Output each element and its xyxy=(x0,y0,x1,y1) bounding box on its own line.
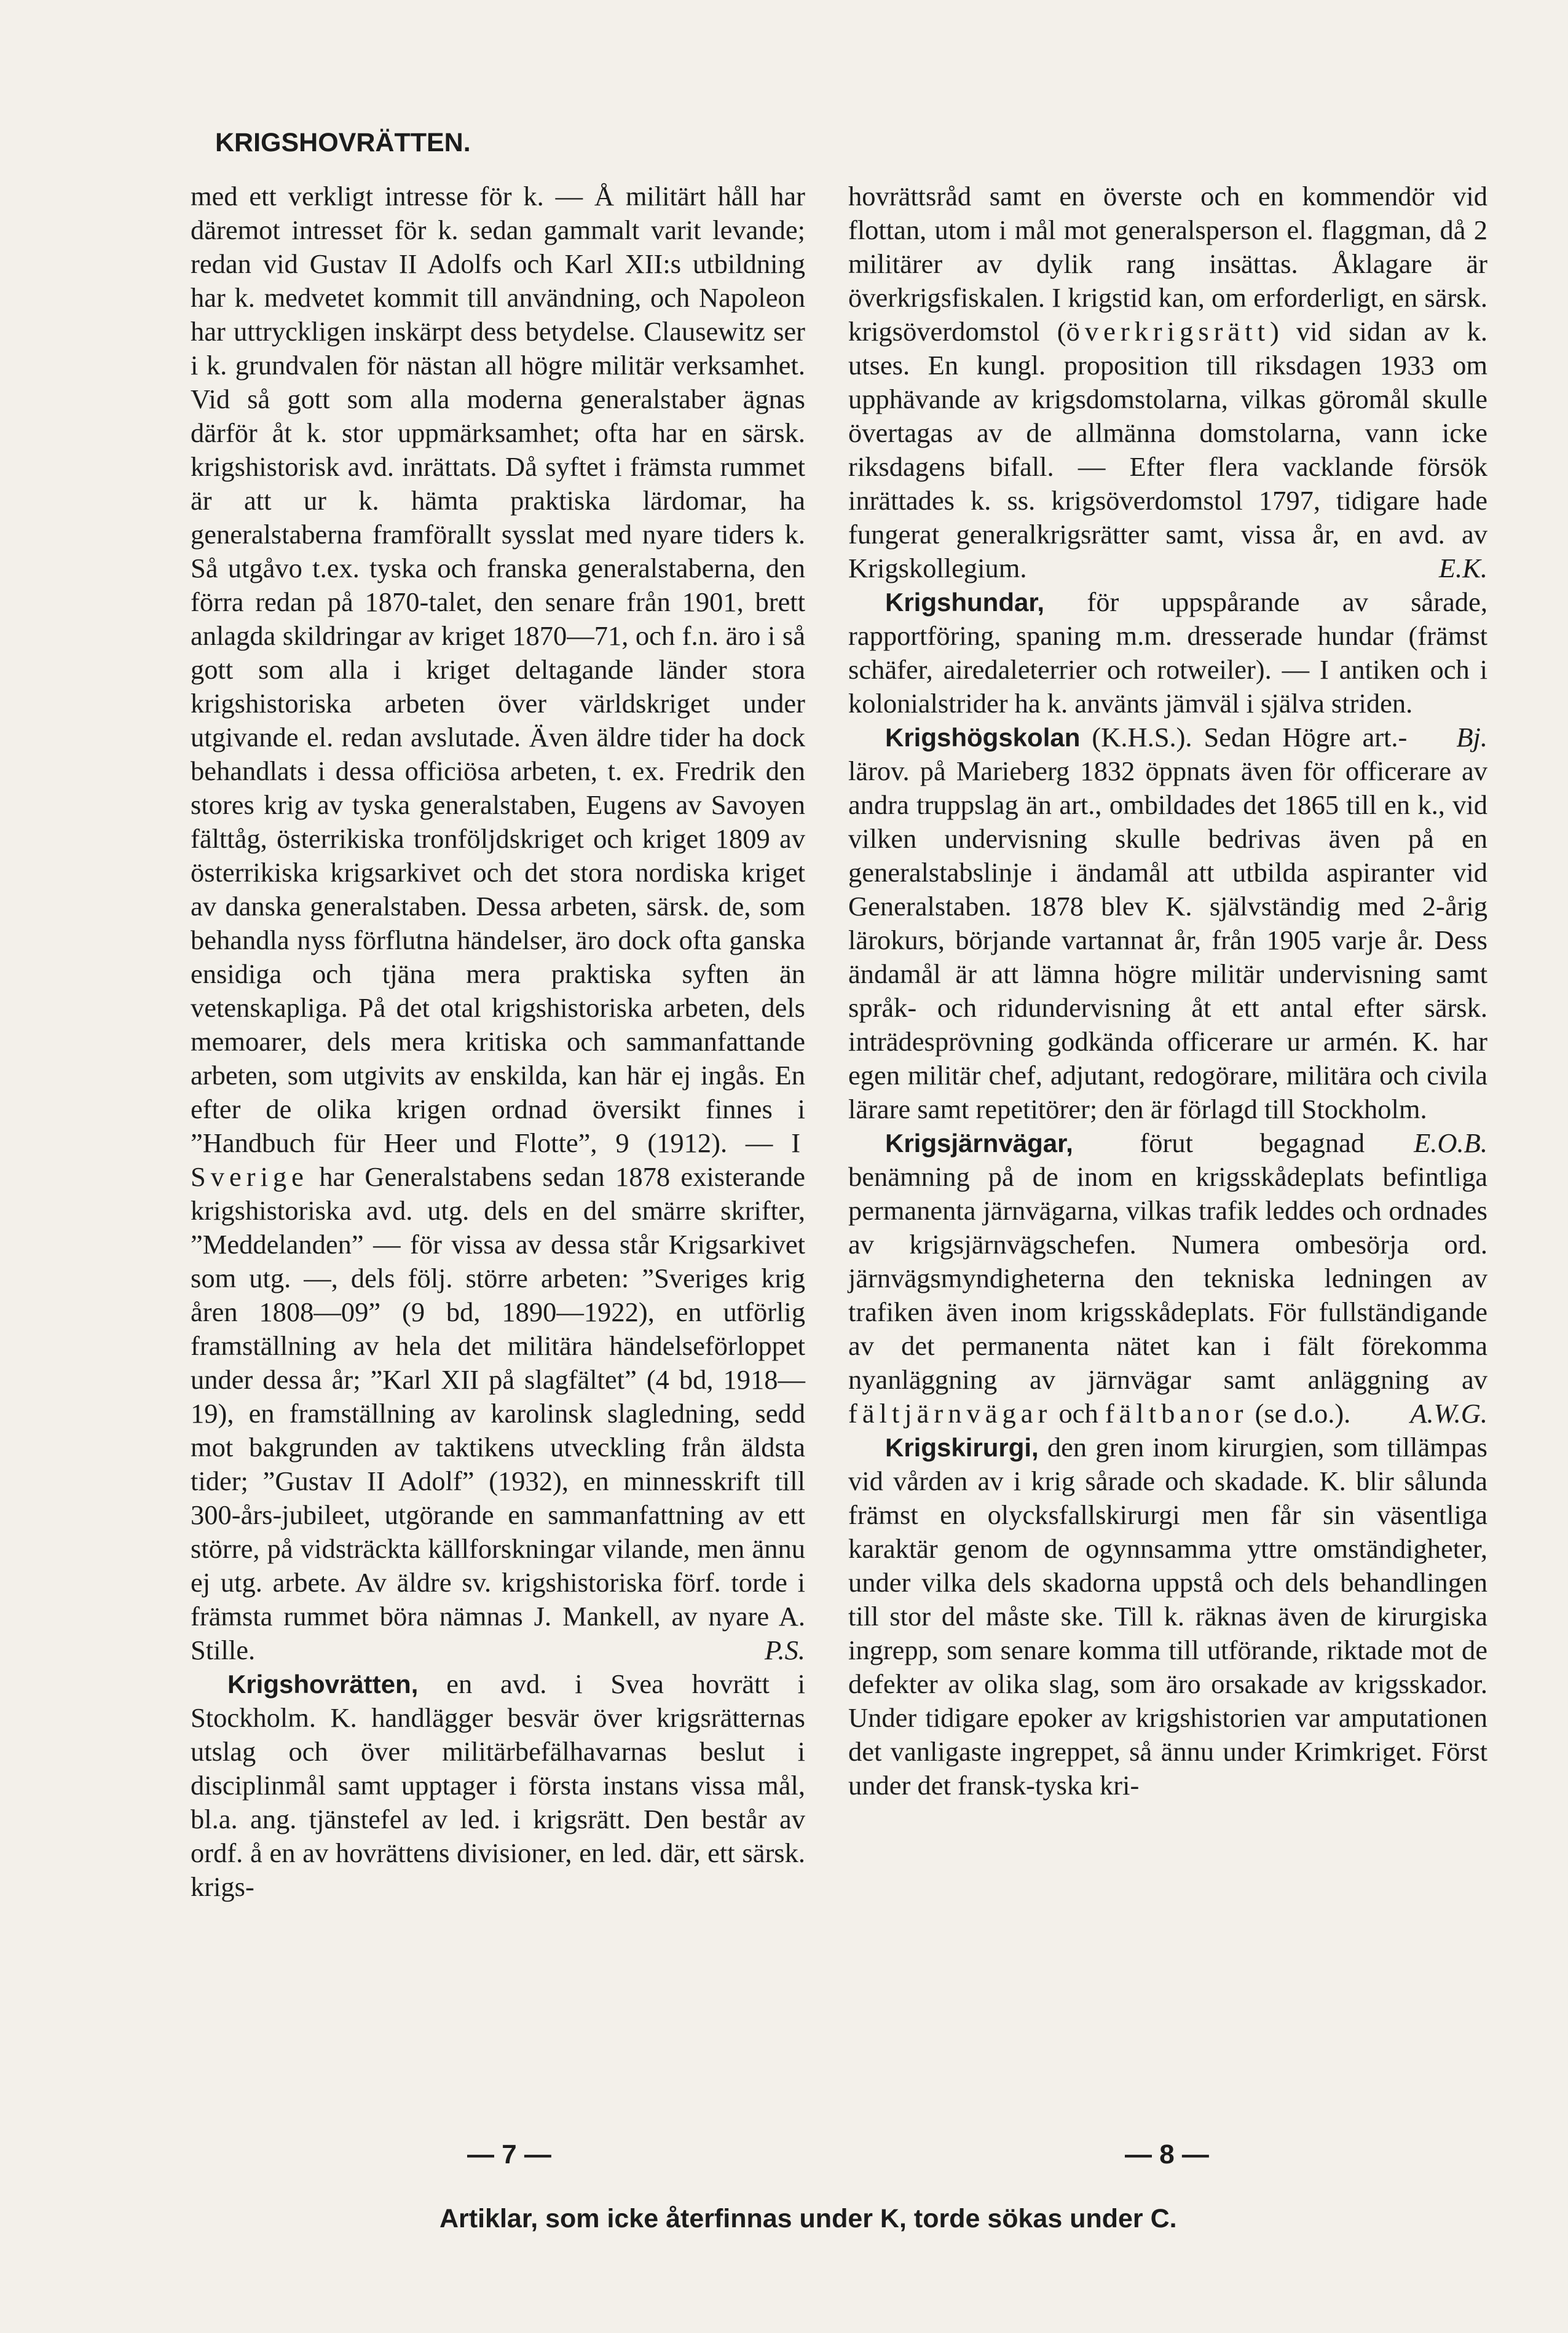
entry-headword: Krigshovrätten, xyxy=(227,1670,419,1699)
right-column xyxy=(848,180,1487,1802)
page-number-right: — 8 — xyxy=(1125,2139,1209,2169)
body-text: en avd. i Svea hovrätt i Stockholm. K. handlägger besvär över krigsrätternas utslag och över militärbefälhavarnas beslut i disciplinmål samt upptager i första instans vissa mål, bl.a. ang. tjänstefel av led. i krigsrätt. Den består av ordf. å en av hovrättens divisioner, en led. där, ett särsk. krigs- xyxy=(191,1668,805,1902)
body-text: (se d.o.). xyxy=(1255,1398,1351,1429)
author-signature: E.K. xyxy=(1438,553,1487,583)
body-text: förut begagnad benämning på de inom en krigsskådeplats befintliga permanenta järnvägarna, vilkas trafik leddes och ordnades av krigsjärnvägschefen. Numera ombesörja ord. järnvägsmyndigheterna den tekniska ledningen av trafiken även inom krigsskådeplats. För fullständigande av det permanenta nätet kan i fält förekomma nyanläggning av järnvägar samt anläggning av xyxy=(848,1127,1487,1395)
spaced-text: fältbanor xyxy=(1105,1398,1248,1429)
footer-note: Artiklar, som icke återfinnas under K, torde sökas under C. xyxy=(439,2204,1177,2233)
author-signature: Bj. xyxy=(1456,722,1487,752)
left-column xyxy=(191,180,805,1904)
body-text: hovrättsråd samt en överste och en kommendör vid flottan, utom i mål mot generalsperson el. flaggman, då 2 militärer av dylik rang insättas. Åklagare är överkrigsfiskalen. I krigstid kan, om erforderligt, en särsk. krigsöverdomstol ( xyxy=(848,181,1487,347)
entry-krigshovratten xyxy=(191,1667,805,1904)
body-text: för uppspårande av sårade, rapportföring, spaning m.m. dresserade hundar (främst schäfer, airedaleterrier och rotweiler). — I antiken och i kolonialstrider ha k. använts jämväl i själva striden. xyxy=(848,586,1488,719)
spaced-text: överkrigsrätt xyxy=(1066,316,1270,347)
page-number-left: — 7 — xyxy=(467,2139,551,2169)
entry-krigshistoria-continued xyxy=(191,180,805,1667)
entry-headword: Krigshundar, xyxy=(885,588,1045,617)
body-text: har Generalstabens sedan 1878 existerande krigshistoriska avd. utg. dels en del smärre skrifter, ”Meddelanden” — för vissa av dessa står Krigsarkivet som utg. —, dels följ. större arbeten: ”Sveriges krig åren 1808—09” (9 bd, 1890—1922), en utförlig framställning av hela det militära händelseförloppet under dessa år; ”Karl XII på slagfältet” (4 bd, 1918—19), en framställning av karolinsk slagledning, sedd mot bakgrunden av taktikens utveckling från äldsta tider; ”Gustav II Adolf” (1932), en minnesskrift till 300-års-jubileet, utgörande en sammanfattning av ett större, på vidsträckta källforskningar vilande, men ännu ej utg. arbete. Av äldre sv. krigshistoriska förf. torde i främsta rummet böra nämnas J. Mankell, av nyare A. Stille. xyxy=(191,1161,805,1665)
spaced-text: fältjärnvägar xyxy=(848,1398,1052,1429)
entry-krigsjarnvagar xyxy=(848,1126,1487,1431)
author-signature: P.S. xyxy=(765,1635,805,1665)
entry-headword: Krigskirurgi, xyxy=(885,1433,1039,1462)
author-signature: E.O.B. xyxy=(1414,1127,1487,1158)
entry-krigshovratten-continued xyxy=(848,180,1487,585)
running-head: KRIGSHOVRÄTTEN. xyxy=(215,128,471,157)
spaced-text: I Sverige xyxy=(191,1127,806,1192)
body-text: den gren inom kirurgien, som tillämpas vid vården av i krig sårade och skadade. K. blir sålunda främst en olycksfallskirurgi men får sin väsentliga karaktär genom de ogynnsamma yttre omständigheter, under vilka dels skadorna uppstå och dels behandlingen till stor del måste ske. Till k. räknas även de kirurgiska ingrepp, som senare komma till utförande, riktade mot de defekter av olika slag, som äro orsakade av krigsskador. Under tidigare epoker av krigshistorien var amputationen det vanligaste ingreppet, så ännu under Krimkriget. Först under det fransk-tyska kri- xyxy=(848,1432,1487,1801)
author-signature: A.W.G. xyxy=(1410,1398,1487,1429)
body-text: med ett verkligt intresse för k. — Å militärt håll har däremot intresset för k. sedan gammalt varit levande; redan vid Gustav II Adolfs och Karl XII:s utbildning har k. medvetet kommit till användning, och Napoleon har uttryckligen inskärpt dess betydelse. Clausewitz ser i k. grundvalen för nästan all högre militär verksamhet. Vid så gott som alla moderna generalstaber ägnas därför åt k. stor uppmärksamhet; ofta har en särsk. krigshistorisk avd. inrättats. Då syftet i främsta rummet är att ur k. hämta praktiska lärdomar, ha generalstaberna framförallt sysslat med nyare tiders k. Så utgåvo t.ex. tyska och franska generalstaberna, den förra redan på 1870-talet, den senare från 1901, brett anlagda skildringar av kriget 1870—71, och f.n. äro i så gott som alla i kriget deltagande länder stora krigshistoriska arbeten över världskriget under utgivande el. redan avslutade. Även äldre tider ha dock behandlats i dessa officiösa arbeten, t. ex. Fredrik den stores krig av tyska generalstaben, Eugens av Savoyen fälttåg, österrikiska tronföljdskriget och kriget 1809 av österrikiska krigsarkivet och det stora nordiska kriget av danska generalstaben. Dessa arbeten, särsk. de, som behandla nyss förflutna händelser, äro dock ofta ganska ensidiga och tjäna mera praktiska syften än vetenskapliga. På det otal krigshistoriska arbeten, dels memoarer, dels mera kritiska och sammanfattande arbeten, som utgivits av enskilda, kan här ej ingås. En efter de olika krigen ordnad översikt finnes i ”Handbuch für Heer und Flotte”, 9 (1912). — xyxy=(191,181,805,1158)
body-text: och xyxy=(1058,1398,1098,1429)
body-text: (K.H.S.). Sedan Högre art.-lärov. på Marieberg 1832 öppnats även för officerare av andra truppslag än art., ombildades det 1865 till en k., vid vilken undervisning skulle bedrivas även på en generalstabslinje i ändamål att utbilda aspiranter vid Generalstaben. 1878 blev K. självständig med 2-årig lärokurs, börjande vartannat år, från 1905 varje år. Dess ändamål är att lämna högre militär undervisning samt språk- och ridundervisning åt ett antal efter särsk. inträdesprövning godkända officerare ur armén. K. har egen militär chef, adjutant, redogörare, militära och civila lärare samt repetitörer; den är förlagd till Stockholm. xyxy=(848,722,1487,1124)
entry-headword: Krigshögskolan xyxy=(885,723,1081,752)
entry-headword: Krigsjärnvägar, xyxy=(885,1129,1073,1158)
body-text: ) vid sidan av k. utses. En kungl. proposition till riksdagen 1933 om upphävande av krigsdomstolarna, vilkas göromål skulle övertagas av de allmänna domstolarna, vann icke riksdagens bifall. — Efter flera vacklande försök inrättades k. ss. krigsöverdomstol 1797, tidigare hade fungerat generalkrigsrätter samt, vissa år, en avd. av Krigskollegium. xyxy=(848,316,1487,583)
entry-krigskirurgi xyxy=(848,1431,1487,1802)
